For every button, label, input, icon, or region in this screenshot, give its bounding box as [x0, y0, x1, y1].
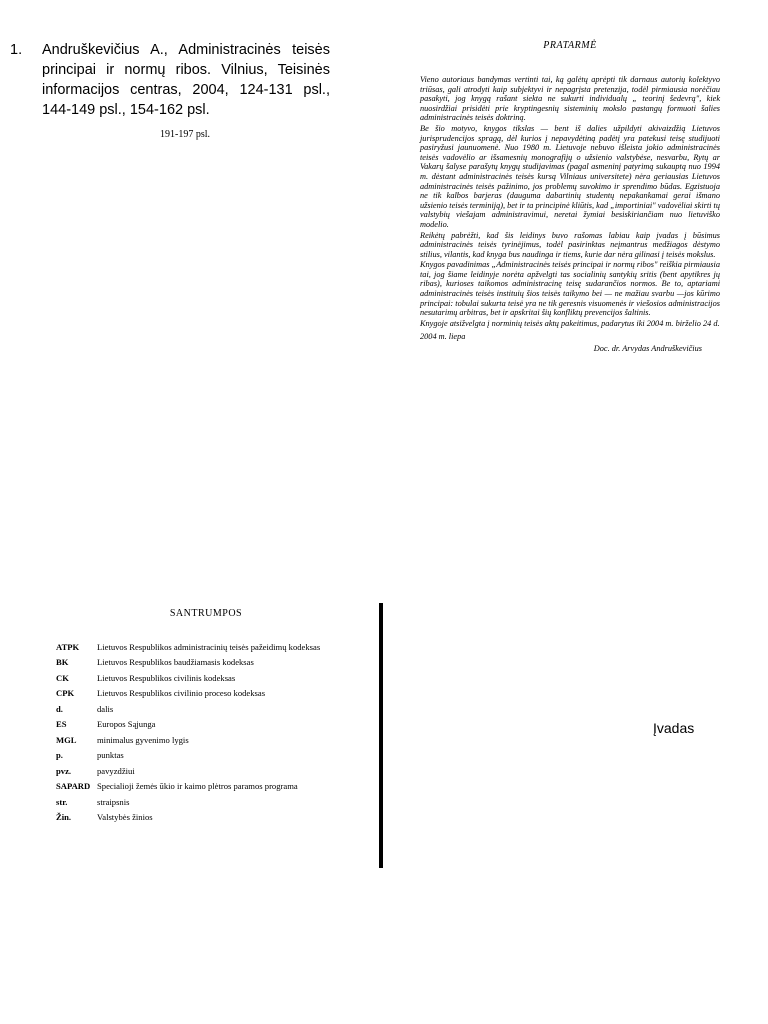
abbreviation: ATPK: [56, 641, 80, 652]
abbreviation-row: [56, 717, 356, 733]
abbreviation-description: dalis: [97, 703, 114, 714]
abbreviation-row: [56, 748, 356, 764]
abbreviation: p.: [56, 750, 63, 761]
vertical-divider: [379, 603, 383, 868]
abbreviation: Žin.: [56, 812, 72, 823]
abbreviation-description: Lietuvos Respublikos administracinių teisės pažeidimų kodeksas: [97, 641, 321, 652]
abbreviation-row: [56, 763, 356, 779]
abbreviation-description: Lietuvos Respublikos civilinis kodeksas: [97, 672, 236, 683]
preface-date: 2004 m. liepa: [420, 332, 466, 342]
abbreviation-row: [56, 655, 356, 671]
abbreviation-description: Specialioji žemės ūkio ir kaimo plėtros paramos programa: [97, 781, 298, 792]
abbreviation-row: [56, 639, 356, 655]
abbreviation: BK: [56, 657, 69, 668]
abbreviation-row: [56, 701, 356, 717]
pages-note: 191-197 psl.: [160, 129, 210, 140]
abbreviations-section: [56, 608, 356, 825]
abbreviation-description: Valstybės žinios: [97, 812, 153, 823]
reference-entry: [10, 40, 330, 120]
preface-signature: Doc. dr. Arvydas Andruškevičius: [593, 344, 702, 354]
reference-text: Andruškevičius A., Administracinės teisės principai ir normų ribos. Vilnius, Teisinės informacijos centras, 2004, 124-131 psl., 144-149 psl., 154-162 psl.: [42, 42, 330, 118]
preface-paragraph: Knygos pavadinimas „Administracinės teisės principai ir normų ribos" reiškia pirmiausia tai, jog šiame leidinyje norėta apžvelgti tas socialinių santykių sritis (bent apytikres jų ribas), kurioses taikomos administracinę teisę sudarančios normos. Be to, aptariami administracinės teisės instituių šios teisės taikymo bei — ne mažiau svarbu —jos kūrimo principai: tobulai sukurta teisė yra ne tik geresnis visuomenės ir viešosios administracijos nesutarimų arbitras, bet ir apskritai šių konfliktų prevencijos šaltinis.: [420, 260, 720, 318]
abbreviation-row: [56, 732, 356, 748]
abbreviation-description: Lietuvos Respublikos baudžiamasis kodeksas: [97, 657, 254, 668]
abbreviation-description: minimalus gyvenimo lygis: [97, 734, 189, 745]
preface-section: [420, 40, 720, 355]
preface-paragraph: Reikėtų pabrėžti, kad šis leidinys buvo rašomas labiau kaip įvadas į būsimus administracinės teisės tyrinėjimus, todėl pasirinktas neįmantrus medžiagos dėstymo stilius, vilantis, kad knyga bus naudinga ir tiems, kurie dar nėra gilinasi į teisės mokslus.: [420, 230, 720, 259]
abbreviation: CPK: [56, 688, 75, 699]
abbreviation: SAPARD: [56, 781, 91, 792]
abbreviation: d.: [56, 703, 63, 714]
preface-title: PRATARMĖ: [543, 40, 597, 51]
reference-number: 1.: [10, 42, 23, 58]
abbreviation-row: [56, 779, 356, 795]
abbreviations-title: SANTRUMPOS: [169, 608, 243, 619]
preface-paragraph: Be šio motyvo, knygos tikslas — bent iš dalies užpildyti akivaizdžią Lietuvos jurisprudencijos spragą, dėl kurios į nepavydėtiną padėtį yra patekusi teisę studijuoti pasiryžusi jaunuomenė. Nuo 1980 m. Lietuvoje nebuvo išleista jokio administracinės teisės vadovėlio ar išsamesnių monografijų o užsienio valstybėse, nesvarbu, Rytų ar Vakarų šalyse parašytų knygų studijavimas (pagal asmeninį patyrimą sukauptą nuo 1994 m. dėstant administracinės teisės kursą Vilniaus universitete) nėra geriausias Lietuvos administracinės teisės pažinimo, jos problemų suvokimo ir sprendimo būdas. Egzistuoja ne tik kalbos barjeras (dauguma dabartinių studentų nepakankamai gerai išmano užsienio teisės terminiją), bet ir ta principinė kliūtis, kad „importiniai" vadovėliai skirti tų valstybių viešajam administravimui, neretai žymiai besiskiriančiam nuo lietuviško modelio.: [420, 123, 720, 229]
abbreviation: MGL: [56, 734, 77, 745]
abbreviation-row: [56, 794, 356, 810]
abbreviation: pvz.: [56, 765, 72, 776]
abbreviation-description: Lietuvos Respublikos civilinio proceso kodeksas: [97, 688, 266, 699]
abbreviation-description: pavyzdžiui: [97, 765, 135, 776]
preface-paragraph: Knygoje atsižvelgta į norminių teisės aktų pakeitimus, padarytus iki 2004 m. birželio 24 d.: [420, 318, 720, 328]
abbreviation-row: [56, 810, 356, 826]
abbreviation-description: punktas: [97, 750, 124, 761]
abbreviation: str.: [56, 796, 68, 807]
abbreviation: ES: [56, 719, 67, 730]
abbreviation-row: [56, 686, 356, 702]
abbreviation-row: [56, 670, 356, 686]
abbreviation: CK: [56, 672, 69, 683]
abbreviation-description: straipsnis: [97, 796, 130, 807]
introduction-heading: Įvadas: [653, 720, 695, 736]
preface-paragraph: Vieno autoriaus bandymas vertinti tai, ką galėtų aprėpti tik darnaus autorių kolektyvo triūsas, gali atrodyti kaip subjektyvi ir nepagrįsta pretenzija, todėl pirmiausia norėčiau pasakyti, jog knygą rašant siekta ne sukurti individualų „ teorinį šedevrą", kiek nuosirdžiai prisidėti prie kryptingesnių sisteminių mokslo pastangų formuoti šalies administracinės teisės doktriną.: [420, 75, 720, 123]
abbreviation-description: Europos Sąjunga: [97, 719, 156, 730]
